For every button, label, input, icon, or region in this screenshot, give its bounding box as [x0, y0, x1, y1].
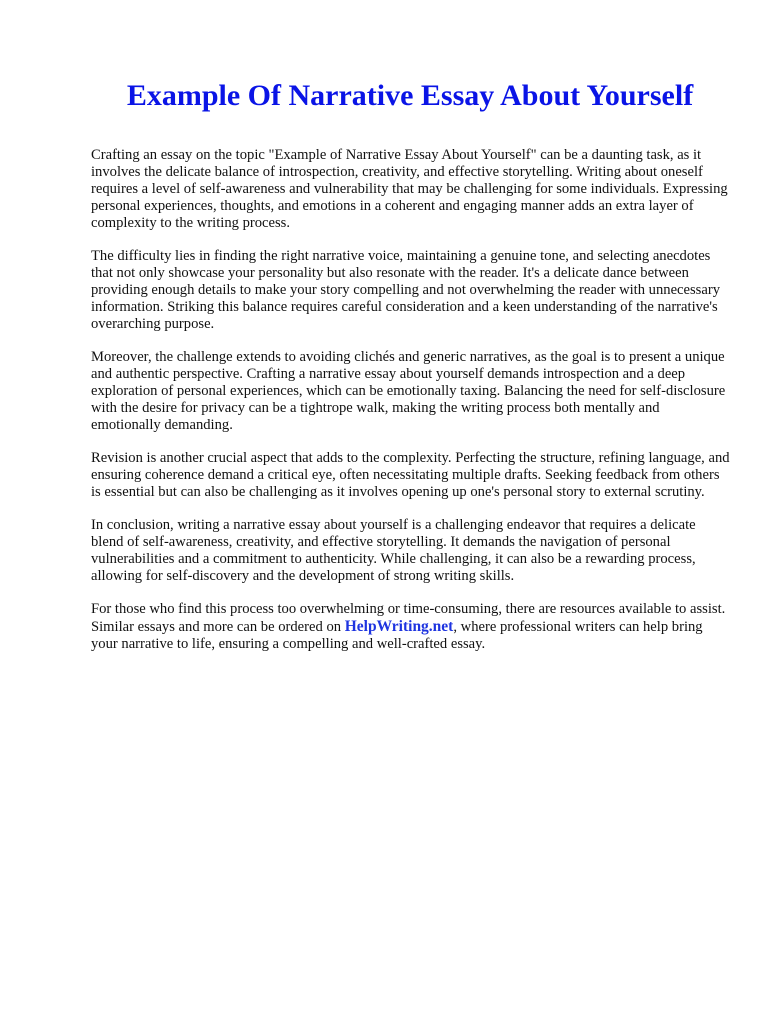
paragraph-1: Crafting an essay on the topic "Example of Narrative Essay About Yourself" can be a daunting task, as it involves the delicate balance of introspection, creativity, and effective storytelling. Writing about oneself requires a level of self-awareness and vulnerability that may be challenging for some individuals. Expressing personal experiences, thoughts, and emotions in a coherent and engaging manner adds an extra layer of complexity to the writing process. [91, 147, 728, 231]
paragraph-6 [91, 601, 731, 653]
paragraph-6-before-link: For those who find this process too overwhelming or time-consuming, there are resources available to assist. Similar essays and more can be ordered on [91, 601, 726, 635]
essay-body [91, 147, 731, 669]
paragraph-3: Moreover, the challenge extends to avoiding clichés and generic narratives, as the goal is to present a unique and authentic perspective. Crafting a narrative essay about yourself demands introspection and a deep exploration of personal experiences, which can be emotionally taxing. Balancing the need for self-disclosure with the desire for privacy can be a tightrope walk, making the writing process both mentally and emotionally demanding. [91, 349, 726, 433]
page-title: Example Of Narrative Essay About Yourself [126, 79, 694, 112]
paragraph-6-after-link: , where professional writers can help bring your narrative to life, ensuring a compelling and well-crafted essay. [91, 619, 703, 652]
paragraph-2: The difficulty lies in finding the right narrative voice, maintaining a genuine tone, and selecting anecdotes that not only showcase your personality but also resonate with the reader. It's a delicate dance between providing enough details to make your story compelling and not overwhelming the reader with unnecessary information. Striking this balance requires careful consideration and a keen understanding of the narrative's overarching purpose. [91, 248, 720, 332]
helpwriting-link[interactable]: HelpWriting.net [344, 618, 454, 635]
paragraph-4: Revision is another crucial aspect that adds to the complexity. Perfecting the structure, refining language, and ensuring coherence demand a critical eye, often necessitating multiple drafts. Seeking feedback from others is essential but can also be challenging as it involves opening up one's personal story to external scrutiny. [91, 450, 730, 500]
paragraph-5: In conclusion, writing a narrative essay about yourself is a challenging endeavor that requires a delicate blend of self-awareness, creativity, and effective storytelling. It demands the navigation of personal vulnerabilities and a commitment to authenticity. While challenging, it can also be a rewarding process, allowing for self-discovery and the development of strong writing skills. [91, 517, 696, 584]
